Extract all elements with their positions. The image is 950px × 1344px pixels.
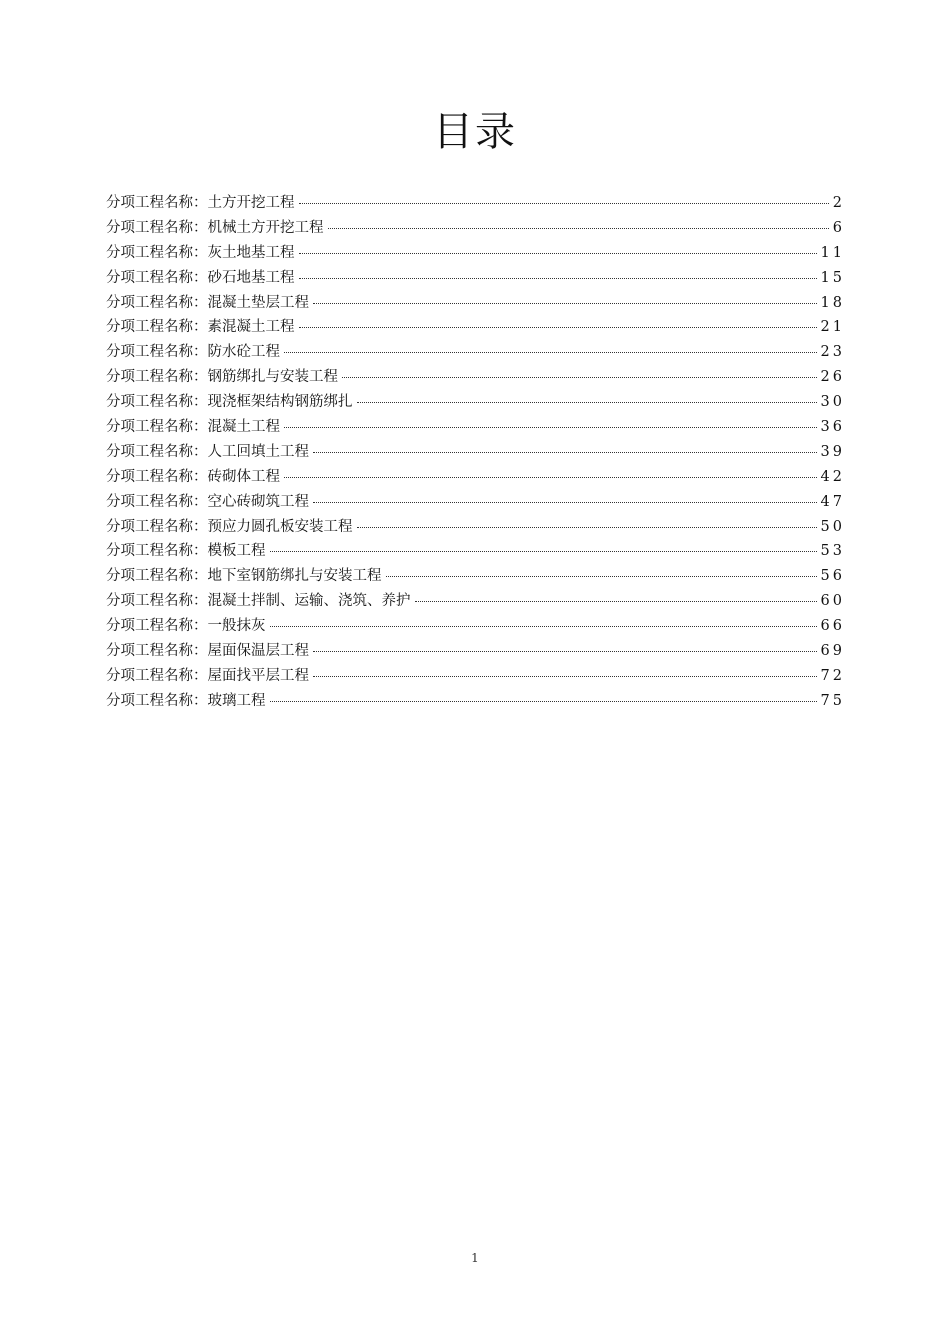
- toc-entry-prefix: 分项工程名称：: [106, 319, 208, 336]
- toc-dot-leader: [299, 277, 817, 279]
- toc-entry-page: 6: [832, 219, 845, 236]
- toc-entry-name: 砂石地基工程: [207, 269, 295, 286]
- toc-entry-name: 混凝土垫层工程: [207, 294, 309, 311]
- toc-entry[interactable]: [106, 266, 845, 291]
- toc-dot-leader: [284, 476, 817, 478]
- toc-entry[interactable]: [106, 340, 845, 365]
- toc-entry-prefix: 分项工程名称：: [106, 244, 208, 261]
- toc-dot-leader: [284, 426, 817, 428]
- toc-entry-name: 素混凝土工程: [207, 319, 295, 336]
- toc-dot-leader: [299, 202, 829, 204]
- toc-entry-prefix: 分项工程名称：: [106, 692, 208, 709]
- toc-entry-page: 50: [820, 518, 845, 535]
- toc-entry[interactable]: [106, 664, 845, 689]
- toc-entry-name: 砖砌体工程: [207, 468, 280, 485]
- toc-entry-prefix: 分项工程名称：: [106, 394, 208, 411]
- toc-title: 目录: [433, 109, 517, 155]
- toc-entry-name: 屋面找平层工程: [207, 667, 309, 684]
- toc-entry-prefix: 分项工程名称：: [106, 468, 208, 485]
- toc-entry[interactable]: [106, 490, 845, 515]
- toc-entry-prefix: 分项工程名称：: [106, 419, 208, 436]
- toc-entry-name: 屋面保温层工程: [207, 643, 309, 660]
- toc-entry[interactable]: [106, 539, 845, 564]
- toc-entry-page: 42: [820, 468, 845, 485]
- toc-dot-leader: [284, 351, 817, 353]
- toc-entry-prefix: 分项工程名称：: [106, 618, 208, 635]
- toc-dot-leader: [270, 625, 817, 627]
- toc-entry-page: 47: [820, 493, 845, 510]
- toc-dot-leader: [415, 600, 817, 602]
- toc-entry[interactable]: [106, 564, 845, 589]
- toc-entry-name: 灰土地基工程: [207, 244, 295, 261]
- toc-entry-prefix: 分项工程名称：: [106, 195, 208, 211]
- toc-entry-page: 56: [820, 568, 845, 585]
- toc-entry-name: 防水砼工程: [207, 344, 280, 361]
- toc-entry-prefix: 分项工程名称：: [106, 518, 208, 535]
- toc-entry-prefix: 分项工程名称：: [106, 369, 208, 386]
- toc-dot-leader: [342, 376, 817, 378]
- toc-entry-page: 21: [820, 319, 845, 336]
- toc-entry-page: 23: [820, 344, 845, 361]
- toc-dot-leader: [299, 252, 817, 254]
- toc-entry[interactable]: [106, 465, 845, 490]
- toc-entry[interactable]: [106, 365, 845, 390]
- toc-entry-name: 预应力圆孔板安装工程: [207, 518, 353, 535]
- toc-entry-page: 75: [820, 692, 845, 709]
- toc-dot-leader: [357, 526, 817, 528]
- toc-entry-name: 混凝土工程: [207, 419, 280, 436]
- toc-entry-prefix: 分项工程名称：: [106, 294, 208, 311]
- toc-dot-leader: [328, 227, 829, 229]
- toc-entry[interactable]: [106, 216, 845, 241]
- toc-entry-name: 地下室钢筋绑扎与安装工程: [207, 568, 382, 585]
- toc-entry[interactable]: [106, 241, 845, 266]
- toc-dot-leader: [313, 501, 817, 503]
- toc-dot-leader: [313, 650, 817, 652]
- toc-entry-page: 11: [820, 244, 845, 261]
- toc-entry[interactable]: [106, 390, 845, 415]
- toc-entry-name: 玻璃工程: [207, 692, 266, 709]
- toc-entry[interactable]: [106, 440, 845, 465]
- toc-entry-name: 机械土方开挖工程: [207, 219, 324, 236]
- toc-dot-leader: [313, 675, 817, 677]
- toc-entry-page: 53: [820, 543, 845, 560]
- toc-dot-leader: [357, 401, 817, 403]
- toc-entry-prefix: 分项工程名称：: [106, 568, 208, 585]
- toc-entry-page: 66: [820, 618, 845, 635]
- toc-entry-prefix: 分项工程名称：: [106, 593, 208, 610]
- toc-entry-page: 2: [832, 195, 845, 211]
- toc-entry[interactable]: [106, 291, 845, 316]
- toc-list: [106, 191, 845, 714]
- toc-entry-prefix: 分项工程名称：: [106, 219, 208, 236]
- toc-entry-page: 26: [820, 369, 845, 386]
- toc-entry[interactable]: [106, 515, 845, 540]
- toc-entry-page: 15: [820, 269, 845, 286]
- toc-entry-name: 现浇框架结构钢筋绑扎: [207, 394, 353, 411]
- toc-entry[interactable]: [106, 589, 845, 614]
- toc-entry-name: 钢筋绑扎与安装工程: [207, 369, 338, 386]
- toc-entry-name: 一般抹灰: [207, 618, 266, 635]
- toc-entry-prefix: 分项工程名称：: [106, 493, 208, 510]
- toc-entry-prefix: 分项工程名称：: [106, 344, 208, 361]
- toc-entry-page: 18: [820, 294, 845, 311]
- toc-entry-name: 模板工程: [207, 543, 266, 560]
- toc-entry[interactable]: [106, 639, 845, 664]
- toc-entry-prefix: 分项工程名称：: [106, 667, 208, 684]
- toc-entry-page: 72: [820, 667, 845, 684]
- toc-dot-leader: [270, 700, 817, 702]
- toc-entry-page: 30: [820, 394, 845, 411]
- toc-entry[interactable]: [106, 415, 845, 440]
- toc-entry[interactable]: [106, 315, 845, 340]
- toc-dot-leader: [313, 302, 817, 304]
- toc-entry[interactable]: [106, 614, 845, 639]
- toc-entry-prefix: 分项工程名称：: [106, 643, 208, 660]
- toc-entry-prefix: 分项工程名称：: [106, 443, 208, 460]
- toc-entry-name: 混凝土拌制、运输、浇筑、养护: [207, 593, 411, 610]
- toc-entry[interactable]: [106, 191, 845, 216]
- toc-entry-page: 69: [820, 643, 845, 660]
- toc-entry[interactable]: [106, 689, 845, 714]
- toc-entry-name: 人工回填土工程: [207, 443, 309, 460]
- toc-dot-leader: [299, 326, 817, 328]
- toc-dot-leader: [270, 550, 817, 552]
- toc-dot-leader: [313, 451, 817, 453]
- toc-entry-page: 36: [820, 419, 845, 436]
- toc-dot-leader: [386, 575, 817, 577]
- page-number: 1: [471, 1251, 479, 1265]
- toc-entry-prefix: 分项工程名称：: [106, 543, 208, 560]
- toc-entry-prefix: 分项工程名称：: [106, 269, 208, 286]
- toc-entry-page: 39: [820, 443, 845, 460]
- toc-entry-page: 60: [820, 593, 845, 610]
- toc-entry-name: 空心砖砌筑工程: [207, 493, 309, 510]
- toc-entry-name: 土方开挖工程: [207, 195, 295, 211]
